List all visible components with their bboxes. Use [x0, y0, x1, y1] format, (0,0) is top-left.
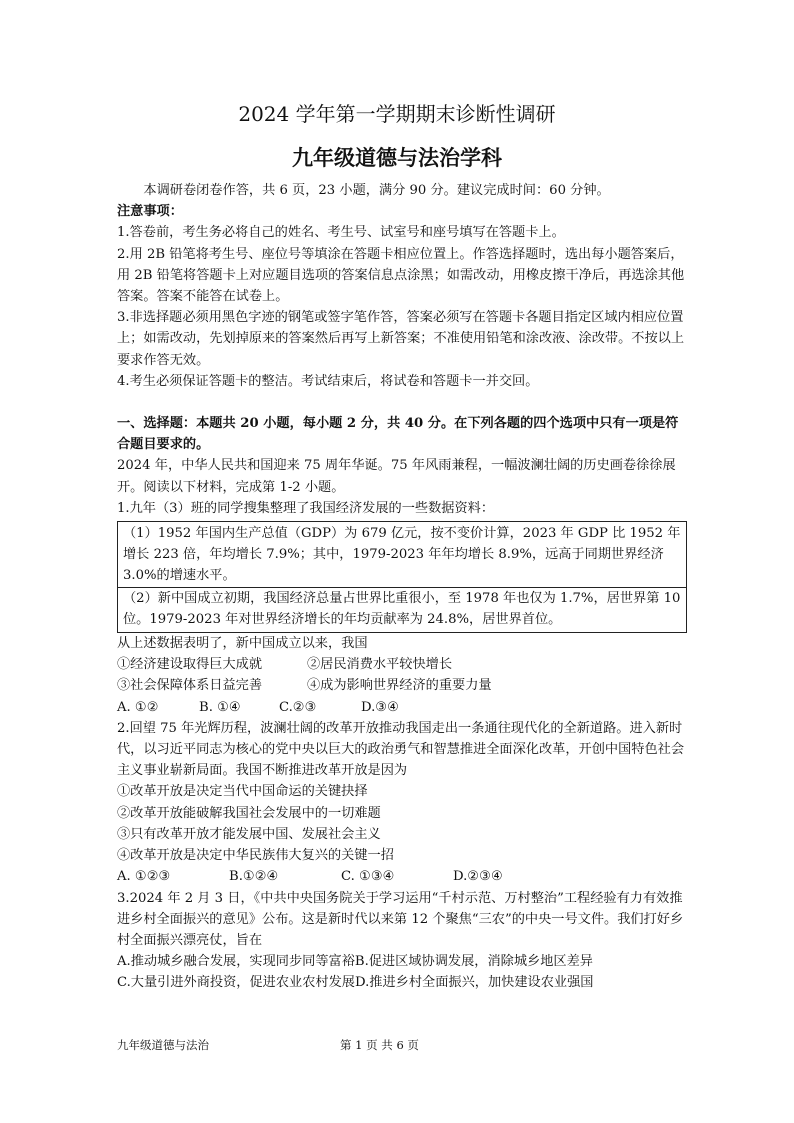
statement-item: ①改革开放是决定当代中国命运的关键抉择: [117, 784, 368, 800]
notes-heading: 注意事项：: [117, 204, 183, 220]
note-item: 4.考生必须保证答题卡的整洁。考试结束后，将试卷和答题卡一并交回。: [117, 373, 539, 389]
question-2-stem: 2.回望 75 年光辉历程，波澜壮阔的改革开放推动我国走出一条通往现代化的全新道路。进入新时代，以习近平同志为核心的党中央以巨大的政治勇气和智慧推进全面深化改革，开创中国特色社会主义事业崭新局面。我国不断推进改革开放是因为: [117, 720, 685, 779]
exam-subtitle: 九年级道德与法治学科: [292, 145, 502, 170]
data-box-item-1: （1）1952 年国内生产总值（GDP）为 679 亿元，按不变价计算，2023 年 GDP 比 1952 年增长 223 倍，年均增长 7.9%；其中，1979-2023 年年均增长 8.9%，远高于同期世界经济 3.0%的增速水平。: [123, 526, 681, 584]
question-2-options: [117, 866, 687, 887]
spacer: [117, 392, 687, 413]
section-heading: 一、选择题：本题共 20 小题，每小题 2 分，共 40 分。在下列各题的四个选项中只有一项是符合题目要求的。: [117, 416, 679, 453]
note-item: 2.用 2B 铅笔将考生号、座位号等填涂在答题卡相应位置上。作答选择题时，选出每小题答案后，用 2B 铅笔将答题卡上对应题目选项的答案信息点涂黑；如需改动，用橡皮擦干净后，再选涂其他答案。答案不能答在试卷上。: [117, 246, 685, 305]
statement-item: ③社会保障体系日益完善: [117, 678, 263, 694]
exam-content: [117, 180, 687, 994]
note-item: 1.答卷前，考生务必将自己的姓名、考生号、试室号和座号填写在答题卡上。: [117, 225, 565, 241]
data-box-item-2: （2）新中国成立初期，我国经济总量占世界比重很小，至 1978 年也仅为 1.7%，居世界第 10 位。1979-2023 年对世界经济增长的年均贡献率为 24.8%，居世界首位。: [118, 587, 686, 630]
question-1-items-row: [117, 654, 687, 675]
question-1-stem: 1.九年（3）班的同学搜集整理了我国经济发展的一些数据资料：: [117, 500, 495, 516]
option-d: D.③④: [361, 699, 399, 715]
option-b: B. ①④: [199, 699, 241, 715]
statement-item: ④改革开放是决定中华民族伟大复兴的关键一招: [117, 848, 394, 864]
statement-item: ②居民消费水平较快增长: [307, 657, 453, 673]
question-3-options-row: [117, 972, 687, 993]
question-1-items-row: [117, 675, 687, 696]
option-a: A. ①②③: [117, 869, 171, 885]
statement-item: ③只有改革开放才能发展中国、发展社会主义: [117, 826, 381, 842]
intro-text: 本调研卷闭卷作答，共 6 页，23 小题，满分 90 分。建议完成时间：60 分钟。: [143, 183, 610, 198]
option-b: B.促进区域协调发展，消除城乡地区差异: [354, 954, 593, 970]
question-3-stem: 3.2024 年 2 月 3 日，《中共中央国务院关于学习运用“千村示范、万村整治”工程经验有力有效推进乡村全面振兴的意见》公布。这是新时代以来第 12 个聚焦“三农”的中央一号文件。我们打好乡村全面振兴漂亮仗，旨在: [117, 890, 684, 948]
statement-item: ②改革开放能破解我国社会发展中的一切难题: [117, 805, 381, 821]
exam-title: 2024 学年第一学期期末诊断性调研: [238, 102, 556, 126]
option-d: D.推进乡村全面振兴，加快建设农业强国: [355, 975, 594, 991]
statement-item: ④成为影响世界经济的重要力量: [307, 678, 492, 694]
footer-subject: 九年级道德与法治: [117, 1038, 209, 1052]
question-3-options-row: [117, 951, 687, 972]
option-c: C.大量引进外商投资，促进农业农村发展: [117, 975, 355, 991]
option-b: B.①②④: [229, 869, 279, 885]
option-a: A. ①②: [117, 699, 159, 715]
question-1-prompt: 从上述数据表明了，新中国成立以来，我国: [117, 636, 368, 652]
footer-page-number: 第 1 页 共 6 页: [340, 1038, 419, 1052]
section-lead: 2024 年，中华人民共和国迎来 75 周年华诞。75 年风雨兼程，一幅波澜壮阔的历史画卷徐徐展开。阅读以下材料，完成第 1-2 小题。: [117, 458, 676, 495]
question-1-options: [117, 697, 687, 718]
option-c: C. ①③④: [341, 869, 395, 885]
option-a: A.推动城乡融合发展，实现同步同等富裕: [117, 954, 355, 970]
statement-item: ①经济建设取得巨大成就: [117, 657, 263, 673]
data-box: [117, 521, 687, 633]
option-d: D.②③④: [453, 869, 503, 885]
note-item: 3.非选择题必须用黑色字迹的钢笔或签字笔作答，答案必须写在答题卡各题目指定区域内相应位置上；如需改动，先划掉原来的答案然后再写上新答案；不准使用铅笔和涂改液、涂改带。不按以上要求作答无效。: [117, 310, 685, 368]
option-c: C.②③: [279, 699, 317, 715]
